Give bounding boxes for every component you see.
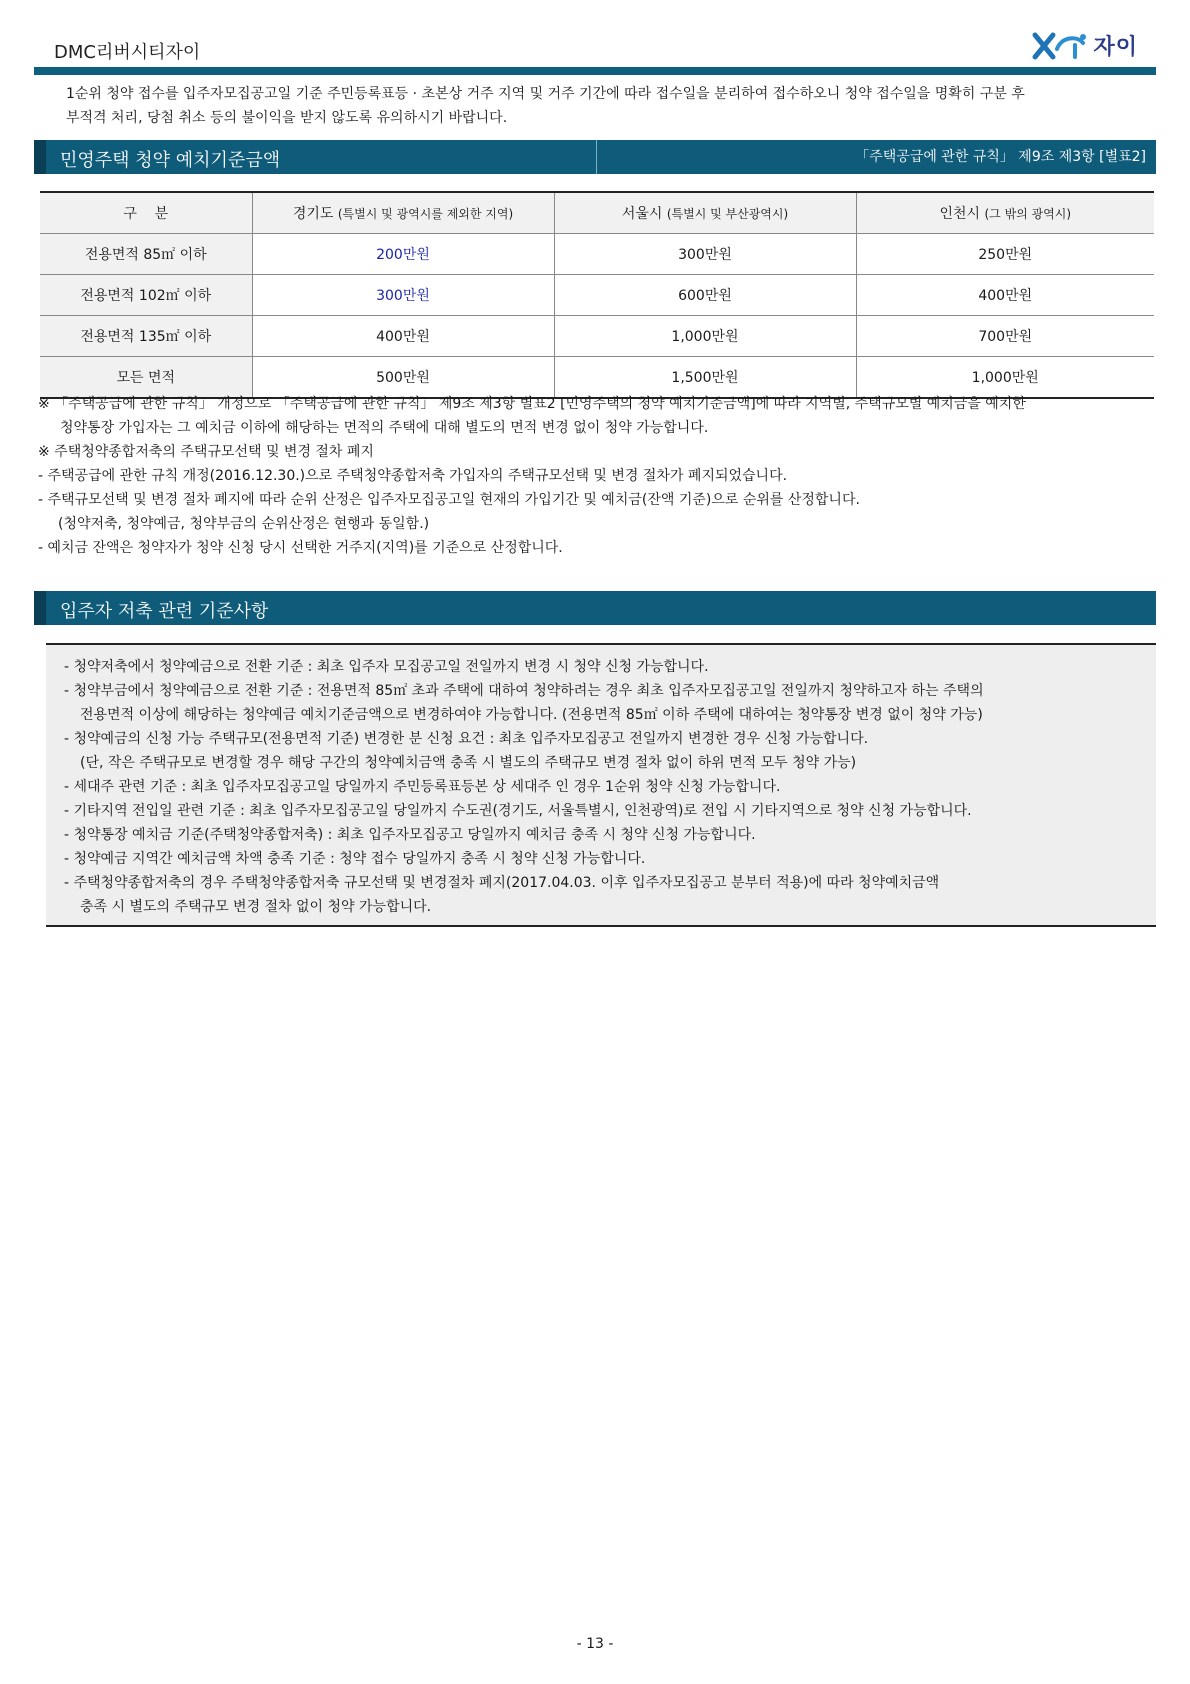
cell-gyeonggi: 300만원: [252, 275, 554, 316]
savings-criteria-box: [46, 643, 1156, 927]
brand-logo: [1031, 30, 1138, 61]
note-line: - 주택규모선택 및 변경 절차 폐지에 따라 순위 산정은 입주자모집공고일 현재의 가입기간 및 예치금(잔액 기준)으로 순위를 산정합니다.: [38, 492, 860, 508]
table-row: [40, 275, 1154, 316]
deposit-table: [40, 191, 1154, 399]
row-header: 전용면적 85㎡ 이하: [40, 234, 252, 275]
column-header-gyeonggi: 경기도 (특별시 및 광역시를 제외한 지역): [252, 192, 554, 234]
note-line: 청약통장 가입자는 그 예치금 이하에 해당하는 면적의 주택에 대해 별도의 면적 변경 없이 청약 가능합니다.: [60, 420, 709, 436]
criteria-line: - 기타지역 전입일 관련 기준 : 최초 입주자모집공고일 당일까지 수도권(경기도, 서울특별시, 인천광역)로 전입 시 기타지역으로 청약 신청 가능합니다.: [64, 803, 972, 819]
cell-gyeonggi: 500만원: [252, 357, 554, 399]
row-header: 전용면적 135㎡ 이하: [40, 316, 252, 357]
page-number: - 13 -: [576, 1636, 614, 1652]
cell-seoul: 600만원: [554, 275, 856, 316]
intro-line: 부적격 처리, 당첨 취소 등의 불이익을 받지 않도록 유의하시기 바랍니다.: [66, 110, 508, 126]
intro-line: 1순위 청약 접수를 입주자모집공고일 기준 주민등록표등 · 초본상 거주 지역 및 거주 기간에 따라 접수일을 분리하여 접수하오니 청약 접수일을 명확히 구분 후: [66, 86, 1025, 102]
section-reference: 「주택공급에 관한 규칙」 제9조 제3항 [별표2]: [596, 140, 1156, 174]
section-header-deposit: [34, 140, 1156, 174]
intro-paragraph: [66, 82, 1116, 130]
column-header-incheon: 인천시 (그 밖의 광역시): [856, 192, 1154, 234]
column-header-note: (특별시 및 광역시를 제외한 지역): [337, 207, 514, 221]
page-header: [34, 26, 1156, 72]
document-title: DMC리버시티자이: [54, 42, 201, 63]
row-header: 전용면적 102㎡ 이하: [40, 275, 252, 316]
criteria-line: - 주택청약종합저축의 경우 주택청약종합저축 규모선택 및 변경절차 폐지(2017.04.03. 이후 입주자모집공고 분부터 적용)에 따라 청약예치금액: [64, 875, 940, 891]
column-header-division: 구 분: [40, 192, 252, 234]
section-title: 입주자 저축 관련 기준사항: [60, 601, 269, 622]
column-header-seoul: 서울시 (특별시 및 부산광역시): [554, 192, 856, 234]
column-header-note: (그 밖의 광역시): [984, 207, 1072, 221]
note-line: (청약저축, 청약예금, 청약부금의 순위산정은 현행과 동일함.): [58, 516, 430, 532]
criteria-line: - 청약예금 지역간 예치금액 차액 충족 기준 : 청약 접수 당일까지 충족 시 청약 신청 가능합니다.: [64, 851, 646, 867]
column-header-note: (특별시 및 부산광역시): [666, 207, 789, 221]
cell-incheon: 700만원: [856, 316, 1154, 357]
note-line: - 예치금 잔액은 청약자가 청약 신청 당시 선택한 거주지(지역)를 기준으로 산정합니다.: [38, 540, 563, 556]
table-row: [40, 234, 1154, 275]
table-header-row: [40, 192, 1154, 234]
note-line: ※ 「주택공급에 관한 규칙」 개정으로 「주택공급에 관한 규칙」 제9조 제3항 별표2 [민영주택의 청약 예치기준금액]에 따라 지역별, 주택규모별 예치금을 예치한: [38, 396, 1026, 412]
cell-gyeonggi: 200만원: [252, 234, 554, 275]
row-header: 모든 면적: [40, 357, 252, 399]
table-row: [40, 316, 1154, 357]
cell-seoul: 1,000만원: [554, 316, 856, 357]
note-line: - 주택공급에 관한 규칙 개정(2016.12.30.)으로 주택청약종합저축 가입자의 주택규모선택 및 변경 절차가 폐지되었습니다.: [38, 468, 788, 484]
cell-incheon: 400만원: [856, 275, 1154, 316]
criteria-line: - 세대주 관련 기준 : 최초 입주자모집공고일 당일까지 주민등록표등본 상 세대주 인 경우 1순위 청약 신청 가능합니다.: [64, 779, 781, 795]
section-title: 민영주택 청약 예치기준금액: [60, 150, 281, 171]
cell-incheon: 250만원: [856, 234, 1154, 275]
criteria-line: 전용면적 이상에 해당하는 청약예금 예치기준금액으로 변경하여야 가능합니다. (전용면적 85㎡ 이하 주택에 대하여는 청약통장 변경 없이 청약 가능): [80, 707, 983, 723]
notes-block: [38, 392, 1138, 560]
criteria-line: (단, 작은 주택규모로 변경할 경우 해당 구간의 청약예치금액 충족 시 별도의 주택규모 변경 절차 없이 하위 면적 모두 청약 가능): [80, 755, 857, 771]
cell-seoul: 1,500만원: [554, 357, 856, 399]
note-line: ※ 주택청약종합저축의 주택규모선택 및 변경 절차 폐지: [38, 444, 374, 460]
criteria-line: 충족 시 별도의 주택규모 변경 절차 없이 청약 가능합니다.: [80, 899, 432, 915]
header-rule: [34, 67, 1156, 75]
criteria-line: - 청약부금에서 청약예금으로 전환 기준 : 전용면적 85㎡ 초과 주택에 대하여 청약하려는 경우 최초 입주자모집공고일 전일까지 청약하고자 하는 주택의: [64, 683, 984, 699]
criteria-line: - 청약예금의 신청 가능 주택규모(전용면적 기준) 변경한 분 신청 요건 : 최초 입주자모집공고 전일까지 변경한 경우 신청 가능합니다.: [64, 731, 869, 747]
criteria-line: - 청약저축에서 청약예금으로 전환 기준 : 최초 입주자 모집공고일 전일까지 변경 시 청약 신청 가능합니다.: [64, 659, 709, 675]
criteria-line: - 청약통장 예치금 기준(주택청약종합저축) : 최초 입주자모집공고 당일까지 예치금 충족 시 청약 신청 가능합니다.: [64, 827, 756, 843]
cell-incheon: 1,000만원: [856, 357, 1154, 399]
xi-logo-icon: [1031, 31, 1091, 61]
cell-gyeonggi: 400만원: [252, 316, 554, 357]
section-header-savings: [34, 591, 1156, 625]
logo-text: 자이: [1093, 35, 1138, 60]
cell-seoul: 300만원: [554, 234, 856, 275]
